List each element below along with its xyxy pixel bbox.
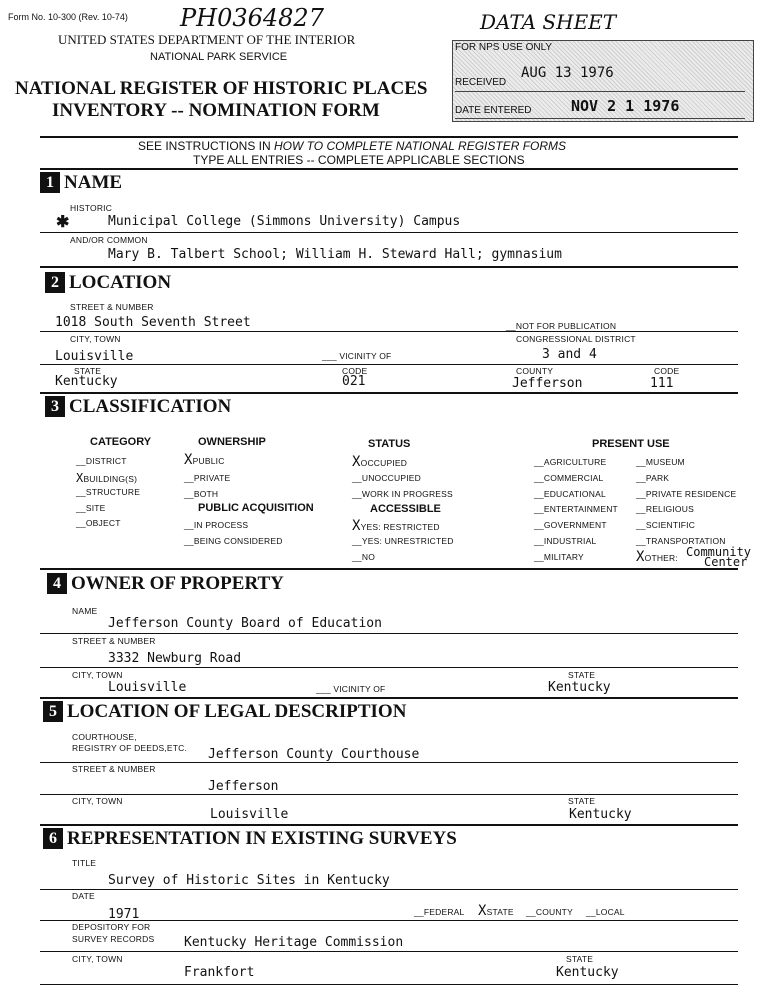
state-label: STATE [74, 366, 102, 376]
section-1-number: 1 [40, 172, 60, 193]
entered-date: NOV 2 1 1976 [571, 97, 680, 115]
stamp-rule-1 [455, 91, 745, 92]
legal-city-label: CITY, TOWN [72, 796, 123, 806]
legal-street-value[interactable]: Jefferson [208, 779, 279, 794]
acquisition-heading: PUBLIC ACQUISITION [198, 502, 314, 514]
historic-label: HISTORIC [70, 203, 113, 213]
owner-state-label: STATE [568, 670, 596, 680]
survey-level-county[interactable]: __COUNTY [526, 907, 573, 917]
other-text: OTHER: [644, 553, 678, 563]
other-x-mark: X [636, 549, 645, 565]
use-government[interactable]: __GOVERNMENT [534, 520, 607, 530]
use-industrial[interactable]: __INDUSTRIAL [534, 536, 597, 546]
vicinity-label: ___ VICINITY OF [322, 351, 392, 361]
historic-name-value[interactable]: Municipal College (Simmons University) Campus [108, 214, 461, 229]
status-unoccupied[interactable]: __UNOCCUPIED [352, 473, 421, 483]
section-2-heading [45, 272, 171, 294]
section-3-rule [40, 568, 738, 570]
depository-label-2: SURVEY RECORDS [72, 934, 155, 944]
use-commercial[interactable]: __COMMERCIAL [534, 473, 604, 483]
date-entered-label: DATE ENTERED [455, 105, 532, 116]
survey-state-value[interactable]: Kentucky [556, 965, 619, 980]
survey-level-state[interactable] [478, 903, 514, 919]
section-6-title: REPRESENTATION IN EXISTING SURVEYS [67, 828, 457, 849]
form-title-2: INVENTORY -- NOMINATION FORM [52, 100, 380, 121]
section-3-title: CLASSIFICATION [69, 396, 232, 417]
status-work-in-progress[interactable]: __WORK IN PROGRESS [352, 489, 453, 499]
use-other[interactable] [636, 549, 678, 565]
legal-city-value[interactable]: Louisville [210, 807, 289, 822]
section-5-heading [43, 701, 406, 723]
restricted-text: YES: RESTRICTED [360, 522, 440, 532]
city-label: CITY, TOWN [70, 334, 121, 344]
county-code-label: CODE [654, 366, 680, 376]
code-value[interactable]: 021 [342, 374, 366, 389]
section-4-title: OWNER OF PROPERTY [71, 573, 284, 594]
status-occupied[interactable] [352, 454, 407, 470]
received-date: AUG 13 1976 [521, 65, 614, 81]
section-5-title: LOCATION OF LEGAL DESCRIPTION [67, 701, 407, 722]
category-buildings[interactable] [76, 471, 137, 485]
instructions-line-2: TYPE ALL ENTRIES -- COMPLETE APPLICABLE SECTIONS [193, 153, 525, 167]
section-2-title: LOCATION [69, 272, 172, 293]
section-3-number: 3 [45, 396, 65, 417]
street-rule [40, 331, 738, 332]
depository-rule [40, 951, 738, 952]
use-educational[interactable]: __EDUCATIONAL [534, 489, 606, 499]
not-for-publication: __NOT FOR PUBLICATION [506, 321, 617, 331]
ownership-both[interactable]: __BOTH [184, 489, 219, 499]
owner-street-label: STREET & NUMBER [72, 636, 156, 646]
courthouse-rule [40, 762, 738, 763]
common-label: AND/OR COMMON [70, 235, 148, 245]
use-military[interactable]: __MILITARY [534, 552, 584, 562]
county-value[interactable]: Jefferson [512, 376, 583, 391]
survey-title-value[interactable]: Survey of Historic Sites in Kentucky [108, 873, 390, 888]
survey-city-label: CITY, TOWN [72, 954, 123, 964]
buildings-text: BUILDING(S) [83, 474, 138, 484]
city-rule [40, 364, 738, 365]
acquisition-considered[interactable]: __BEING CONSIDERED [184, 536, 283, 546]
section-2-rule [40, 392, 738, 394]
section-4-rule [40, 697, 738, 699]
section-4-number: 4 [47, 573, 67, 594]
congressional-label: CONGRESSIONAL DISTRICT [516, 334, 636, 344]
section-6-number: 6 [43, 828, 63, 849]
nps-use-box [452, 40, 754, 122]
occupied-text: OCCUPIED [360, 458, 408, 468]
section-5-rule [40, 824, 738, 826]
category-site[interactable]: __SITE [76, 503, 106, 513]
ownership-public[interactable] [184, 452, 225, 468]
survey-date-value[interactable]: 1971 [108, 907, 140, 922]
congressional-value[interactable]: 3 and 4 [542, 347, 597, 362]
section-1-heading [40, 172, 122, 194]
instructions-rule [40, 168, 738, 170]
owner-state-value[interactable]: Kentucky [548, 680, 611, 695]
historic-rule [40, 232, 738, 233]
owner-vicinity-label: ___ VICINITY OF [316, 684, 386, 694]
instructions-text: SEE INSTRUCTIONS IN [138, 139, 275, 153]
legal-state-label: STATE [568, 796, 596, 806]
accessible-restricted[interactable] [352, 518, 440, 534]
restricted-x-mark: X [352, 518, 361, 534]
service-name: NATIONAL PARK SERVICE [150, 51, 288, 63]
data-sheet-heading: DATA SHEET [480, 10, 617, 34]
section-2-number: 2 [45, 272, 65, 293]
category-district[interactable]: __DISTRICT [76, 456, 127, 466]
buildings-x-mark: X [76, 471, 84, 485]
county-code-value[interactable]: 111 [650, 376, 674, 391]
code-label: CODE [342, 366, 368, 376]
section-6-heading [43, 828, 457, 850]
owner-name-rule [40, 633, 738, 634]
use-park[interactable]: __PARK [636, 473, 670, 483]
handwritten-id: PH0364827 [180, 4, 324, 32]
state-value[interactable]: Kentucky [55, 374, 118, 389]
street-label: STREET & NUMBER [70, 302, 154, 312]
survey-date-label: DATE [72, 891, 95, 901]
instructions-line-1 [138, 139, 566, 153]
other-value-1[interactable]: Community [686, 545, 752, 559]
ownership-private[interactable]: __PRIVATE [184, 473, 231, 483]
survey-title-label: TITLE [72, 858, 97, 868]
use-religious[interactable]: __RELIGIOUS [636, 504, 694, 514]
use-scientific[interactable]: __SCIENTIFIC [636, 520, 696, 530]
state-x-mark: X [478, 903, 487, 919]
legal-street-rule [40, 794, 738, 795]
courthouse-label-1: COURTHOUSE, [72, 732, 137, 742]
stamp-rule-2 [455, 118, 745, 119]
accessible-no[interactable]: __NO [352, 552, 376, 562]
historic-marker-icon: ✱ [56, 214, 70, 231]
county-label: COUNTY [516, 366, 554, 376]
public-x-mark: X [184, 452, 193, 468]
use-transportation[interactable]: __TRANSPORTATION [636, 536, 726, 546]
survey-date-rule [40, 920, 738, 921]
status-heading: STATUS [368, 438, 411, 450]
vicinity-text: VICINITY OF [339, 351, 392, 361]
for-nps-label: FOR NPS USE ONLY [455, 42, 553, 53]
survey-city-rule [40, 984, 738, 985]
use-museum[interactable]: __MUSEUM [636, 457, 685, 467]
occupied-x-mark: X [352, 454, 361, 470]
survey-level-local[interactable]: __LOCAL [586, 907, 625, 917]
acquisition-in-process[interactable]: __IN PROCESS [184, 520, 249, 530]
public-text: PUBLIC [192, 456, 225, 466]
present-use-heading: PRESENT USE [592, 438, 670, 450]
use-agriculture[interactable]: __AGRICULTURE [534, 457, 607, 467]
form-title-1: NATIONAL REGISTER OF HISTORIC PLACES [15, 78, 428, 99]
other-value-2[interactable]: Center [704, 555, 748, 569]
section-1-title: NAME [64, 172, 123, 193]
header-rule [40, 136, 738, 138]
courthouse-label-2: REGISTRY OF DEEDS,ETC. [72, 743, 188, 753]
legal-street-label: STREET & NUMBER [72, 764, 156, 774]
instructions-form-title: HOW TO COMPLETE NATIONAL REGISTER FORMS [274, 139, 567, 153]
section-5-number: 5 [43, 701, 63, 722]
street-value[interactable]: 1018 South Seventh Street [55, 315, 251, 330]
city-value[interactable]: Louisville [55, 349, 134, 364]
survey-city-value[interactable]: Frankfort [184, 965, 255, 980]
form-number: Form No. 10-300 (Rev. 10-74) [8, 12, 128, 22]
common-name-value[interactable]: Mary B. Talbert School; William H. Steward Hall; gymnasium [108, 247, 562, 262]
department-name: UNITED STATES DEPARTMENT OF THE INTERIOR [58, 32, 356, 47]
received-label: RECEIVED [455, 77, 507, 88]
depository-value[interactable]: Kentucky Heritage Commission [184, 935, 404, 950]
category-object[interactable]: __OBJECT [76, 518, 121, 528]
survey-title-rule [40, 889, 738, 890]
owner-vicinity-text: VICINITY OF [333, 684, 386, 694]
state-level-text: STATE [486, 907, 514, 917]
section-1-rule [40, 266, 738, 268]
owner-street-value[interactable]: 3332 Newburg Road [108, 651, 242, 666]
section-3-heading [45, 396, 231, 418]
category-structure[interactable]: __STRUCTURE [76, 487, 141, 497]
accessible-heading: ACCESSIBLE [370, 503, 441, 515]
category-heading: CATEGORY [90, 436, 152, 448]
courthouse-value[interactable]: Jefferson County Courthouse [208, 747, 420, 762]
owner-name-label: NAME [72, 606, 98, 616]
owner-name-value[interactable]: Jefferson County Board of Education [108, 616, 382, 631]
owner-city-label: CITY, TOWN [72, 670, 123, 680]
use-entertainment[interactable]: __ENTERTAINMENT [534, 504, 618, 514]
owner-street-rule [40, 667, 738, 668]
ownership-heading: OWNERSHIP [198, 436, 266, 448]
survey-level-federal[interactable]: __FEDERAL [414, 907, 465, 917]
use-private-residence[interactable]: __PRIVATE RESIDENCE [636, 489, 737, 499]
section-4-heading [47, 573, 284, 595]
accessible-unrestricted[interactable]: __YES: UNRESTRICTED [352, 536, 454, 546]
depository-label-1: DEPOSITORY FOR [72, 922, 151, 932]
legal-state-value[interactable]: Kentucky [569, 807, 632, 822]
owner-city-value[interactable]: Louisville [108, 680, 187, 695]
survey-state-label: STATE [566, 954, 594, 964]
